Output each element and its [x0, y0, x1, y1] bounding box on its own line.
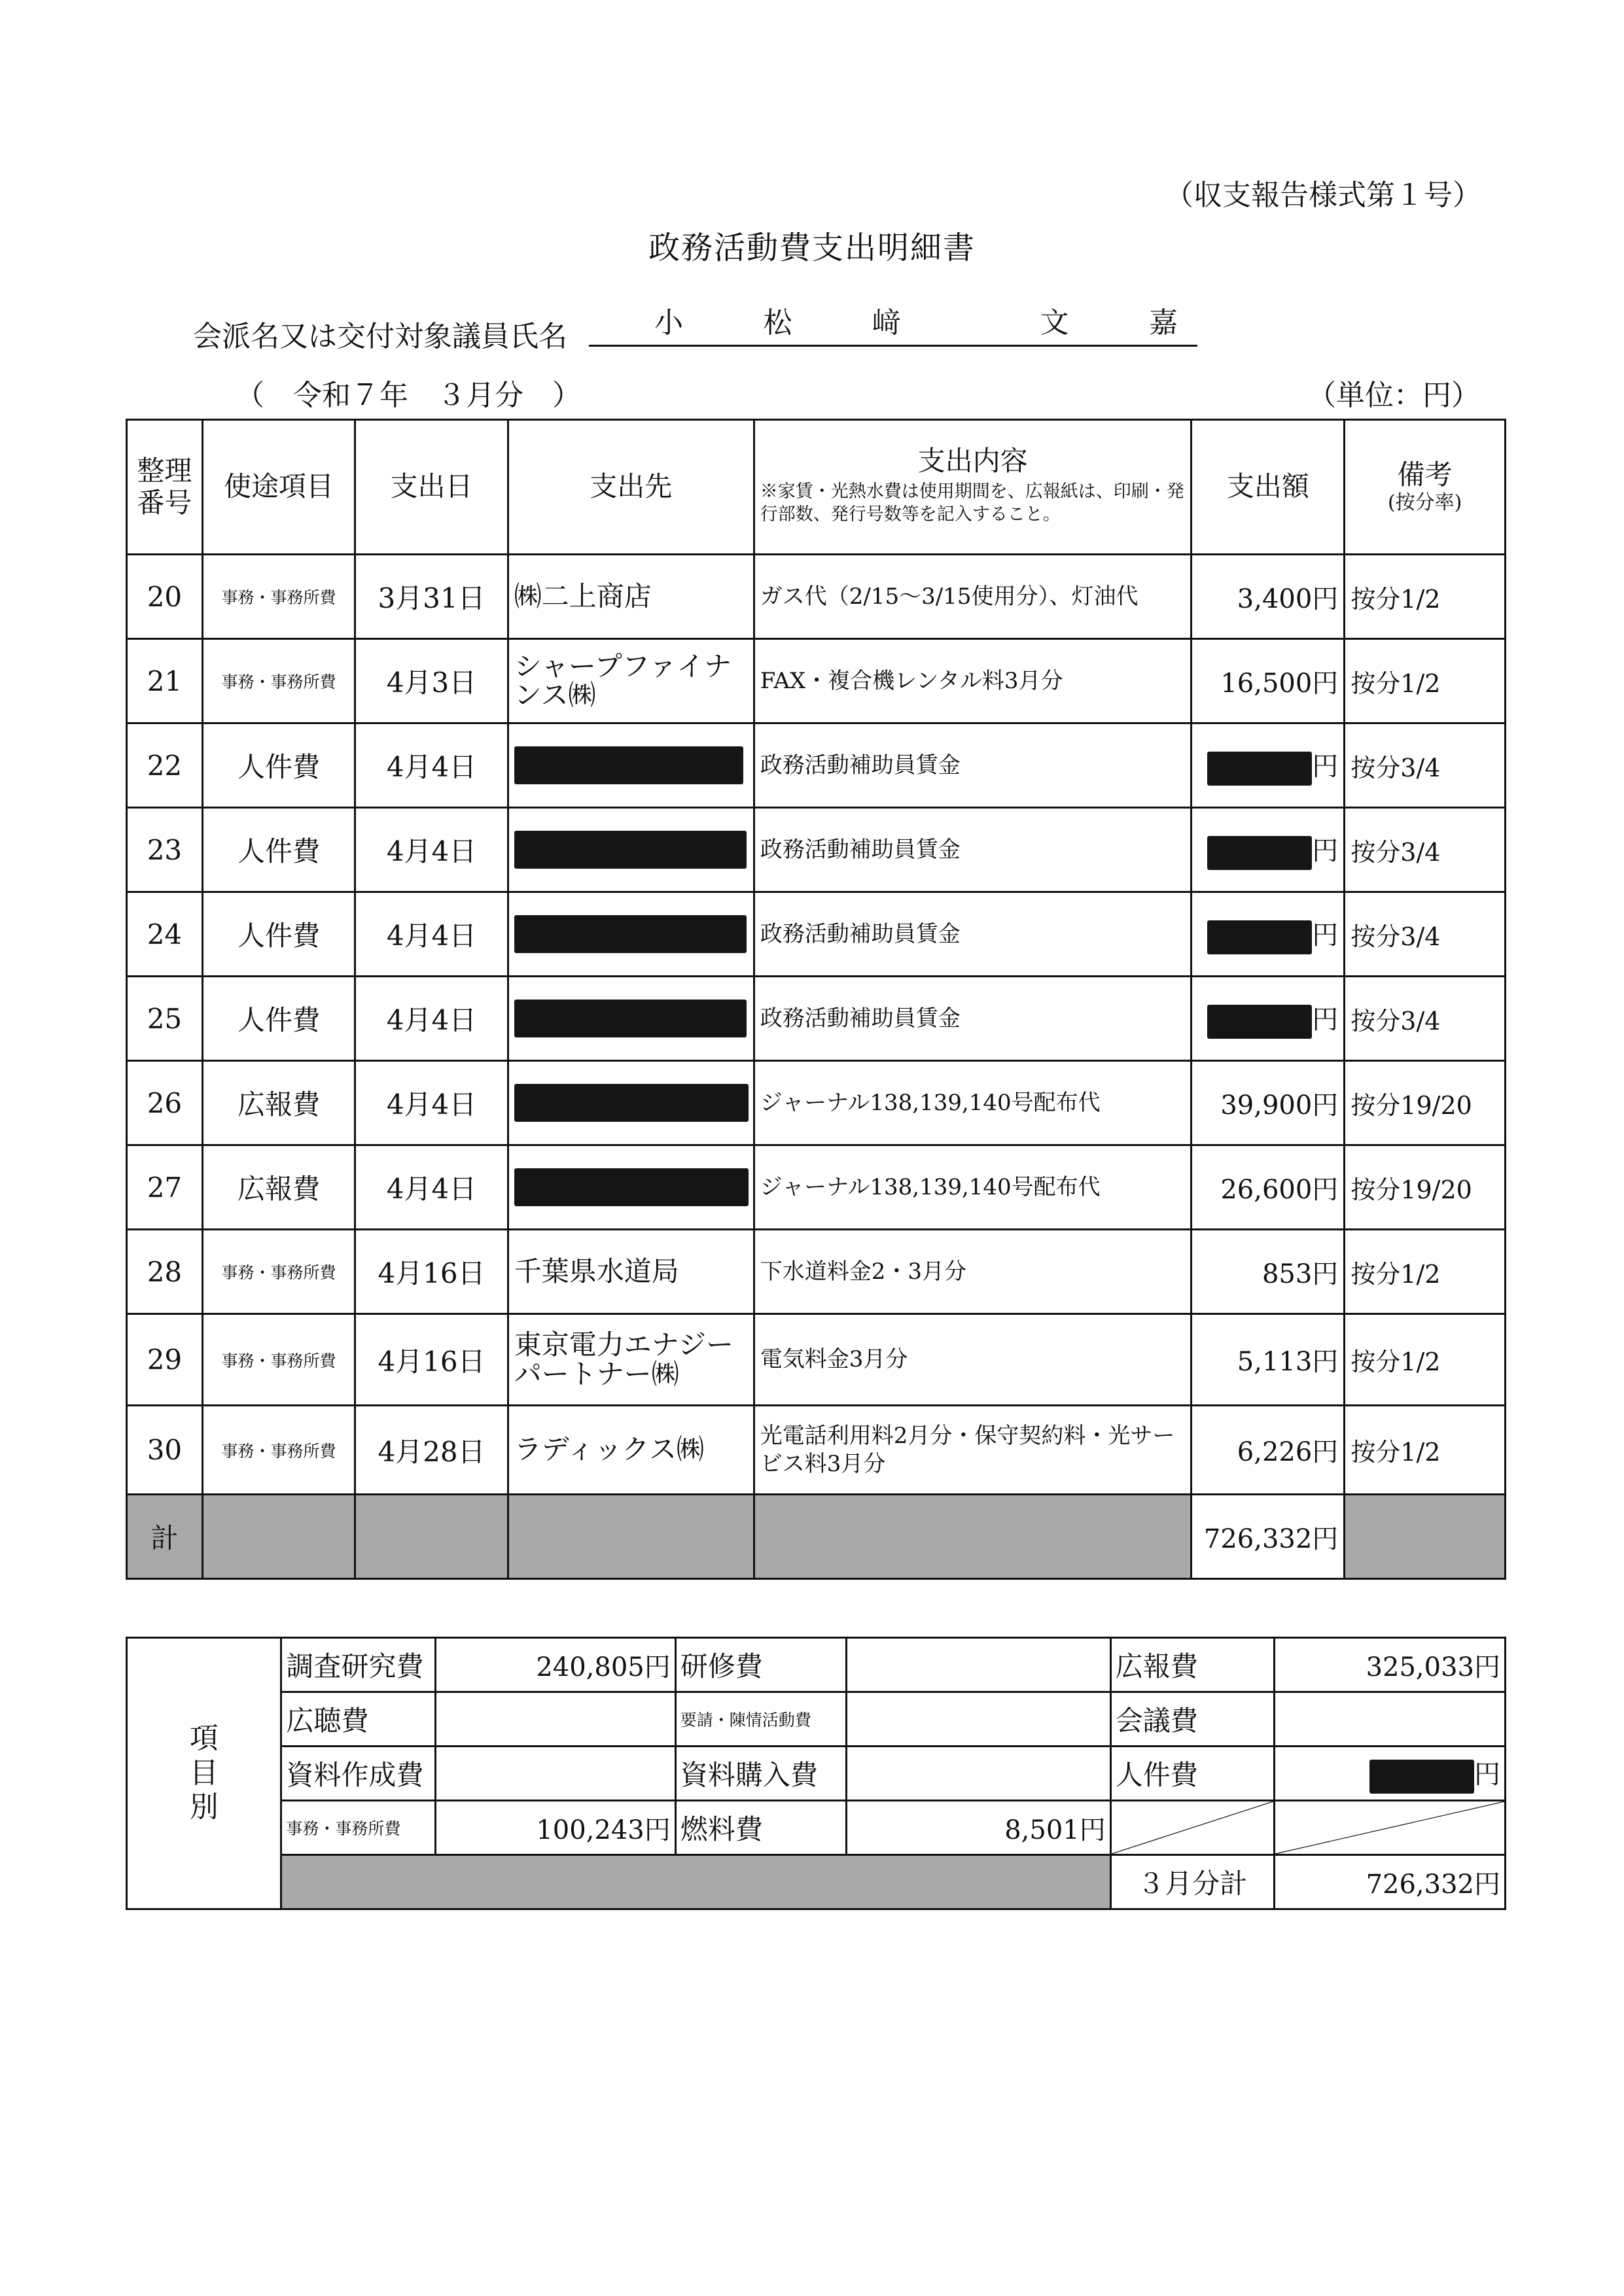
row-content: ジャーナル138,139,140号配布代 [754, 1145, 1192, 1230]
materials-making-label: 資料作成費 [281, 1747, 436, 1801]
row-amount [1192, 808, 1345, 892]
header-purpose: 使途項目 [202, 420, 355, 555]
total-blank [355, 1495, 508, 1579]
row-payee: 東京電力エナジーパートナー㈱ [508, 1314, 754, 1406]
personnel-label: 人件費 [1110, 1747, 1274, 1801]
row-no: 30 [127, 1406, 203, 1495]
row-remark: 按分19/20 [1345, 1145, 1506, 1230]
materials-making-value [436, 1747, 675, 1801]
petition-value [846, 1692, 1110, 1747]
row-date: 4月4日 [355, 1061, 508, 1145]
row-date: 4月4日 [355, 1145, 508, 1230]
redaction-block [514, 1084, 749, 1122]
header-remark-title: 備考 [1397, 458, 1453, 491]
row-no: 21 [127, 639, 203, 723]
unit-label: （単位：円） [1307, 379, 1480, 412]
training-label: 研修費 [675, 1638, 846, 1692]
header-amount: 支出額 [1192, 420, 1345, 555]
row-purpose: 事務・事務所費 [202, 1230, 355, 1314]
row-purpose: 事務・事務所費 [202, 639, 355, 723]
row-content: 下水道料金2・3月分 [754, 1230, 1192, 1314]
row-content: ジャーナル138,139,140号配布代 [754, 1061, 1192, 1145]
fuel-value: 8,501円 [846, 1801, 1110, 1855]
row-content: 政務活動補助員賃金 [754, 723, 1192, 808]
row-remark: 按分1/2 [1345, 1314, 1506, 1406]
pr-label: 広報費 [1110, 1638, 1274, 1692]
office-value: 100,243円 [436, 1801, 675, 1855]
redaction-block [514, 746, 743, 784]
row-amount [1192, 723, 1345, 808]
summary-row [127, 1747, 1506, 1801]
row-payee: シャープファイナンス㈱ [508, 639, 754, 723]
total-blank [508, 1495, 754, 1579]
row-content: 政務活動補助員賃金 [754, 808, 1192, 892]
row-remark: 按分1/2 [1345, 1406, 1506, 1495]
row-content: ガス代（2/15～3/15使用分）、灯油代 [754, 555, 1192, 639]
redaction-block [514, 831, 747, 869]
research-value: 240,805円 [436, 1638, 675, 1692]
total-blank [1345, 1495, 1506, 1579]
row-remark: 按分19/20 [1345, 1061, 1506, 1145]
row-content: 光電話利用料2月分・保守契約料・光サービス料3月分 [754, 1406, 1192, 1495]
row-remark: 按分3/4 [1345, 723, 1506, 808]
form-number: （収支報告様式第１号） [1165, 179, 1481, 212]
document-title: 政務活動費支出明細書 [648, 230, 976, 266]
meeting-label: 会議費 [1110, 1692, 1274, 1747]
row-date: 3月31日 [355, 555, 508, 639]
table-row [127, 1145, 1506, 1230]
personnel-value [1274, 1747, 1506, 1801]
row-payee-redacted [508, 977, 754, 1061]
table-row [127, 808, 1506, 892]
month-total-value: 726,332円 [1274, 1855, 1506, 1909]
redaction-block [514, 915, 747, 953]
row-purpose: 人件費 [202, 723, 355, 808]
row-date: 4月28日 [355, 1406, 508, 1495]
table-row [127, 1061, 1506, 1145]
redaction-block [514, 1000, 747, 1037]
hearing-value [436, 1692, 675, 1747]
table-row [127, 1406, 1506, 1495]
header-remark [1345, 420, 1506, 555]
diagonal-line [1112, 1801, 1273, 1854]
pr-value: 325,033円 [1274, 1638, 1506, 1692]
hearing-label: 広聴費 [281, 1692, 436, 1747]
row-date: 4月4日 [355, 808, 508, 892]
row-date: 4月4日 [355, 892, 508, 977]
row-content: FAX・複合機レンタル料3月分 [754, 639, 1192, 723]
row-purpose: 人件費 [202, 977, 355, 1061]
row-purpose: 事務・事務所費 [202, 1314, 355, 1406]
row-date: 4月3日 [355, 639, 508, 723]
name-char: 松 [763, 306, 792, 339]
meeting-value [1274, 1692, 1506, 1747]
row-amount: 26,600円 [1192, 1145, 1345, 1230]
row-amount: 3,400円 [1192, 555, 1345, 639]
summary-row [127, 1855, 1506, 1909]
row-purpose: 人件費 [202, 808, 355, 892]
row-no: 23 [127, 808, 203, 892]
redaction-block [1369, 1760, 1474, 1794]
row-amount-unit: 円 [1312, 835, 1339, 866]
row-payee-redacted [508, 1061, 754, 1145]
diagonal-blank-cell [1110, 1801, 1274, 1855]
header-payee: 支出先 [508, 420, 754, 555]
diagonal-line [1275, 1801, 1505, 1854]
summary-side-text: 項目別 [189, 1721, 219, 1824]
fuel-label: 燃料費 [675, 1801, 846, 1855]
redaction-block [1207, 920, 1312, 954]
summary-row [127, 1801, 1506, 1855]
row-amount: 39,900円 [1192, 1061, 1345, 1145]
row-no: 28 [127, 1230, 203, 1314]
office-label: 事務・事務所費 [281, 1801, 436, 1855]
report-period: （ 令和７年 ３月分 ） [236, 379, 581, 412]
row-date: 4月4日 [355, 977, 508, 1061]
name-char: 嘉 [1149, 306, 1178, 339]
row-amount: 5,113円 [1192, 1314, 1345, 1406]
row-amount-unit: 円 [1312, 1004, 1339, 1035]
row-amount-unit: 円 [1312, 751, 1339, 782]
summary-gray-blank [281, 1855, 1110, 1909]
row-remark: 按分1/2 [1345, 1230, 1506, 1314]
row-purpose: 事務・事務所費 [202, 1406, 355, 1495]
table-row [127, 723, 1506, 808]
row-remark: 按分3/4 [1345, 977, 1506, 1061]
name-char: 小 [654, 306, 683, 339]
personnel-unit: 円 [1474, 1759, 1500, 1790]
materials-purchase-value [846, 1747, 1110, 1801]
row-payee-redacted [508, 808, 754, 892]
row-payee: ㈱二上商店 [508, 555, 754, 639]
training-value [846, 1638, 1110, 1692]
header-content [754, 420, 1192, 555]
expense-detail-table [126, 419, 1506, 1580]
row-payee: 千葉県水道局 [508, 1230, 754, 1314]
petition-label: 要請・陳情活動費 [675, 1692, 846, 1747]
table-row [127, 977, 1506, 1061]
row-remark: 按分3/4 [1345, 892, 1506, 977]
row-no: 25 [127, 977, 203, 1061]
row-payee-redacted [508, 1145, 754, 1230]
month-total-label: ３月分計 [1110, 1855, 1274, 1909]
total-blank [754, 1495, 1192, 1579]
row-payee: ラディックス㈱ [508, 1406, 754, 1495]
row-remark: 按分1/2 [1345, 639, 1506, 723]
table-header-row [127, 420, 1506, 555]
name-char: 文 [1040, 306, 1069, 339]
row-no: 29 [127, 1314, 203, 1406]
category-summary-table [126, 1637, 1506, 1910]
table-row [127, 555, 1506, 639]
row-content: 政務活動補助員賃金 [754, 892, 1192, 977]
row-payee-redacted [508, 892, 754, 977]
header-content-title: 支出内容 [917, 445, 1028, 478]
row-content: 電気料金3月分 [754, 1314, 1192, 1406]
row-amount: 6,226円 [1192, 1406, 1345, 1495]
total-label: 計 [127, 1495, 203, 1579]
row-date: 4月16日 [355, 1314, 508, 1406]
table-row [127, 1314, 1506, 1406]
header-content-note: ※家賃・光熱水費は使用期間を、広報紙は、印刷・発行部数、発行号数等を記入すること。 [760, 481, 1184, 525]
header-remark-sub: (按分率) [1387, 491, 1462, 514]
redaction-block [1207, 1005, 1312, 1039]
row-purpose: 広報費 [202, 1145, 355, 1230]
row-purpose: 広報費 [202, 1061, 355, 1145]
row-amount [1192, 892, 1345, 977]
row-date: 4月4日 [355, 723, 508, 808]
row-no: 26 [127, 1061, 203, 1145]
total-row [127, 1495, 1506, 1579]
redaction-block [514, 1168, 749, 1206]
row-amount [1192, 977, 1345, 1061]
row-purpose: 人件費 [202, 892, 355, 977]
row-remark: 按分3/4 [1345, 808, 1506, 892]
redaction-block [1207, 752, 1312, 786]
row-amount-unit: 円 [1312, 920, 1339, 950]
table-row [127, 639, 1506, 723]
row-no: 24 [127, 892, 203, 977]
name-char: 﨑 [872, 306, 901, 339]
row-payee-redacted [508, 723, 754, 808]
member-name [589, 307, 1197, 347]
table-row [127, 1230, 1506, 1314]
redaction-block [1207, 836, 1312, 870]
row-remark: 按分1/2 [1345, 555, 1506, 639]
diagonal-blank-cell [1274, 1801, 1506, 1855]
materials-purchase-label: 資料購入費 [675, 1747, 846, 1801]
row-no: 20 [127, 555, 203, 639]
row-content: 政務活動補助員賃金 [754, 977, 1192, 1061]
header-date: 支出日 [355, 420, 508, 555]
research-label: 調査研究費 [281, 1638, 436, 1692]
name-label: 会派名又は交付対象議員氏名 [193, 320, 567, 353]
row-amount: 853円 [1192, 1230, 1345, 1314]
row-no: 27 [127, 1145, 203, 1230]
row-purpose: 事務・事務所費 [202, 555, 355, 639]
total-amount: 726,332円 [1192, 1495, 1345, 1579]
summary-side-label [127, 1638, 281, 1909]
summary-row [127, 1638, 1506, 1692]
summary-row [127, 1692, 1506, 1747]
total-blank [202, 1495, 355, 1579]
header-no: 整理番号 [127, 420, 203, 555]
table-row [127, 892, 1506, 977]
row-date: 4月16日 [355, 1230, 508, 1314]
row-amount: 16,500円 [1192, 639, 1345, 723]
row-no: 22 [127, 723, 203, 808]
